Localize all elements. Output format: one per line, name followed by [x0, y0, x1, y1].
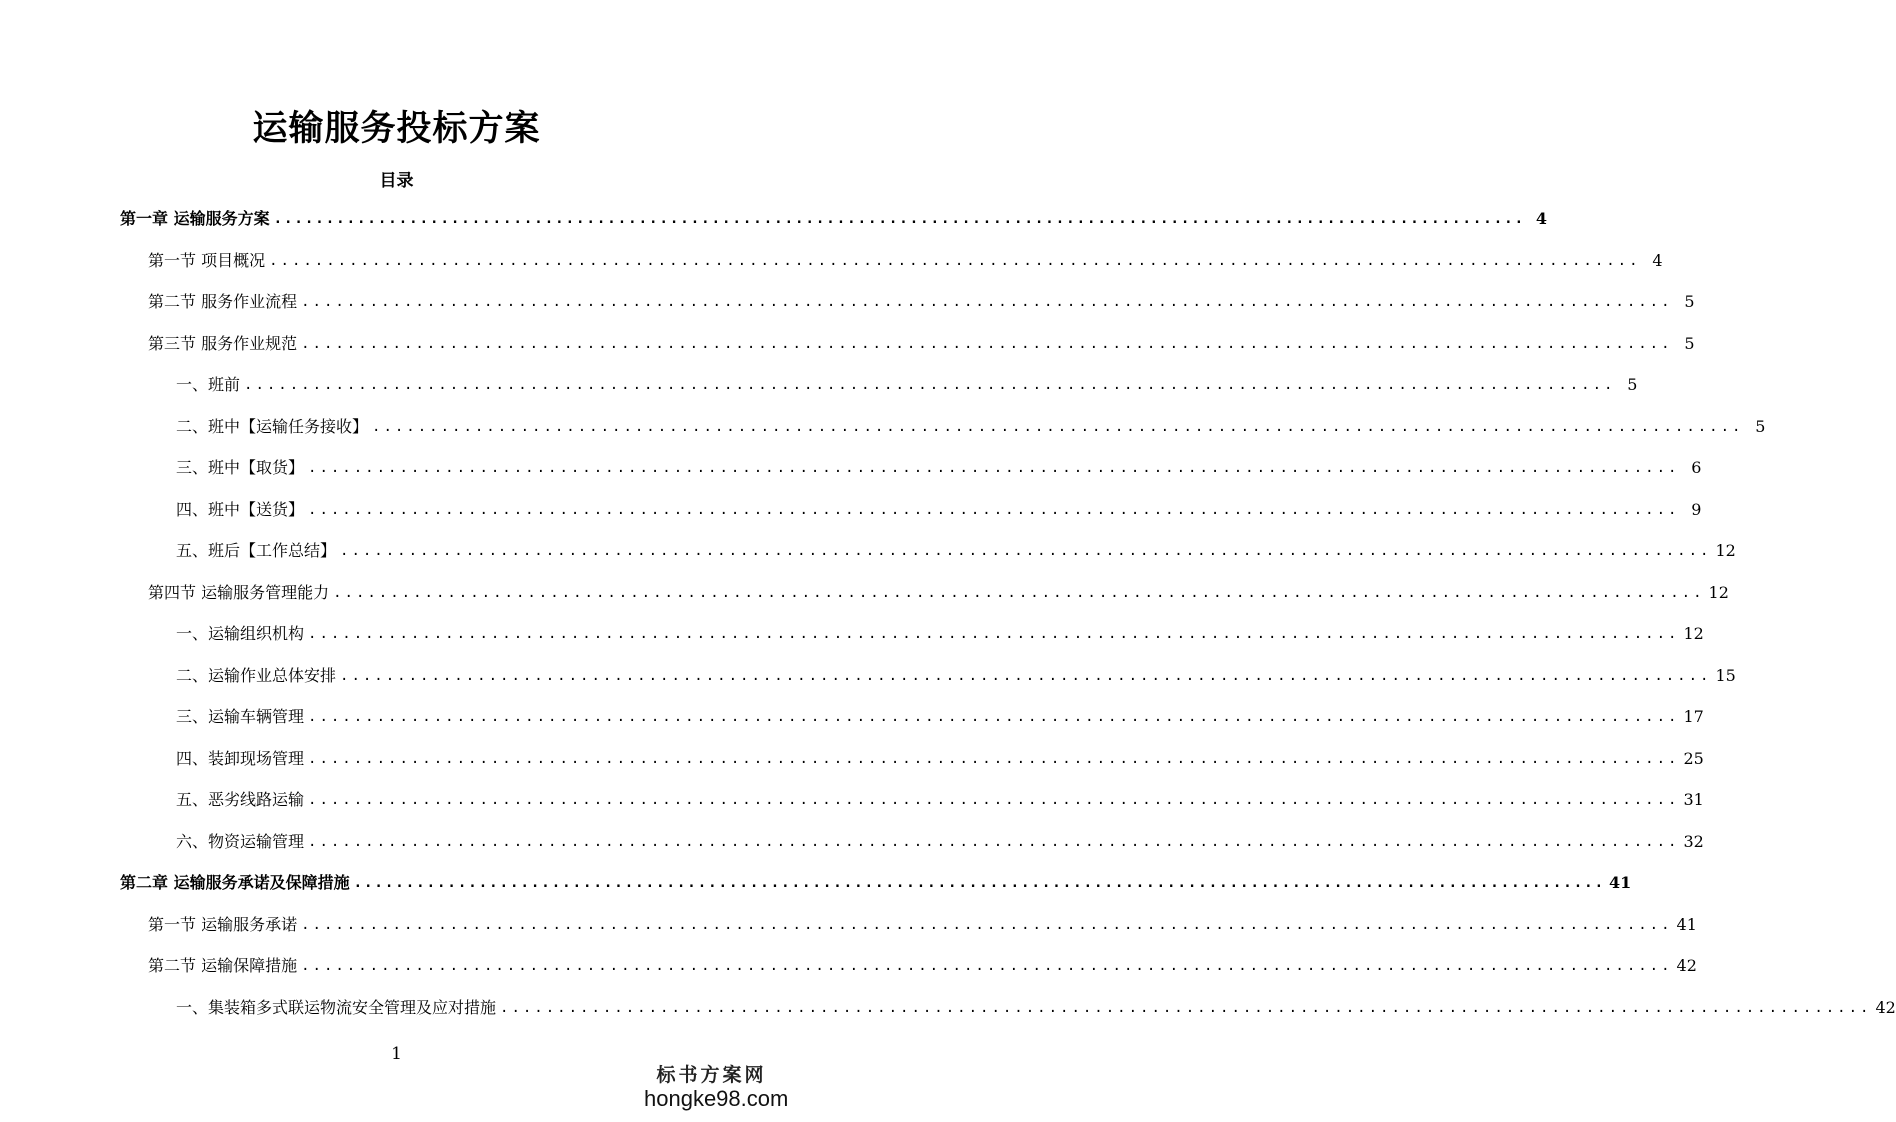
toc-leader-dots: ........................................................................................................................ — [301, 916, 1673, 933]
toc-entry-label: 第二章 运输服务承诺及保障措施 — [120, 873, 350, 892]
toc-entry-page: 12 — [1683, 624, 1704, 643]
toc-entry-page: 12 — [1708, 582, 1729, 602]
toc-entry-page: 5 — [1755, 416, 1766, 436]
toc-leader-dots: ........................................................................................................................ — [308, 709, 1680, 725]
toc-entry[interactable] — [148, 246, 1663, 276]
toc-entry-page: 4 — [1535, 209, 1548, 228]
toc-entry-page: 32 — [1683, 831, 1704, 851]
toc-entry[interactable] — [176, 412, 1766, 442]
toc-entry-page: 42 — [1875, 997, 1896, 1017]
watermark-name: 标书方案网 — [656, 1064, 767, 1086]
toc-entry-page: 6 — [1691, 458, 1702, 477]
toc-entry-label: 五、班后【工作总结】 — [176, 541, 337, 560]
toc-entry-page: 17 — [1683, 707, 1704, 726]
toc-entry-label: 六、物资运输管理 — [176, 831, 305, 851]
toc-entry[interactable] — [176, 536, 1736, 566]
toc-entry-label: 第二节 服务作业流程 — [148, 292, 298, 311]
toc-entry[interactable] — [148, 287, 1695, 317]
toc-heading: 目录 — [379, 171, 414, 191]
toc-leader-dots: ........................................................................................................................ — [273, 211, 1526, 227]
toc-entry[interactable] — [176, 744, 1704, 774]
toc-leader-dots: ........................................................................................................................ — [244, 377, 1616, 393]
toc-entry[interactable] — [148, 329, 1695, 359]
toc-leader-dots: ........................................................................................................................ — [269, 252, 1641, 269]
toc-entry[interactable] — [148, 578, 1729, 608]
toc-leader-dots: ........................................................................................................................ — [308, 792, 1680, 808]
toc-entry-page: 41 — [1609, 873, 1632, 892]
toc-leader-dots: ........................................................................................................................ — [500, 999, 1872, 1016]
document-title: 运输服务投标方案 — [252, 108, 541, 149]
toc-entry[interactable] — [176, 785, 1704, 815]
toc-entry-label: 第一章 运输服务方案 — [120, 209, 270, 228]
toc-entry-label: 五、恶劣线路运输 — [176, 790, 305, 809]
toc-entry-page: 25 — [1683, 748, 1704, 768]
toc-entry-label: 一、班前 — [176, 375, 241, 394]
toc-entry[interactable] — [148, 951, 1697, 981]
watermark-url: hongke98.com — [644, 1086, 789, 1111]
toc-entry-label: 一、集装箱多式联运物流安全管理及应对措施 — [176, 997, 497, 1017]
toc-entry-page: 12 — [1715, 541, 1736, 560]
toc-entry[interactable] — [148, 910, 1697, 940]
toc-entry[interactable] — [176, 619, 1704, 649]
toc-entry-label: 二、运输作业总体安排 — [176, 665, 337, 685]
toc-entry-label: 第一节 项目概况 — [148, 250, 266, 270]
toc-entry[interactable] — [120, 204, 1548, 234]
toc-entry-page: 31 — [1683, 790, 1704, 809]
toc-entry-page: 4 — [1652, 250, 1663, 270]
toc-leader-dots: ........................................................................................................................ — [353, 875, 1606, 891]
toc-entry-page: 41 — [1676, 914, 1697, 934]
toc-entry[interactable] — [176, 993, 1896, 1023]
toc-entry[interactable] — [176, 495, 1702, 525]
toc-entry-label: 二、班中【运输任务接收】 — [176, 416, 369, 436]
toc-entry-page: 9 — [1691, 499, 1702, 519]
toc-entry-page: 5 — [1627, 375, 1638, 394]
toc-entry-label: 三、班中【取货】 — [176, 458, 305, 477]
toc-entry-page: 15 — [1715, 665, 1736, 685]
toc-entry[interactable] — [176, 370, 1638, 400]
page-number: 1 — [391, 1044, 402, 1064]
toc-leader-dots: ........................................................................................................................ — [301, 335, 1673, 352]
toc-leader-dots: ........................................................................................................................ — [308, 501, 1680, 518]
toc-entry-label: 一、运输组织机构 — [176, 624, 305, 643]
toc-leader-dots: ........................................................................................................................ — [340, 667, 1712, 684]
toc-entry[interactable] — [176, 702, 1704, 732]
toc-leader-dots: ........................................................................................................................ — [308, 750, 1680, 767]
toc-entry-label: 三、运输车辆管理 — [176, 707, 305, 726]
toc-entry[interactable] — [176, 453, 1702, 483]
toc-entry-page: 5 — [1684, 333, 1695, 353]
toc-entry-label: 四、装卸现场管理 — [176, 748, 305, 768]
toc-leader-dots: ........................................................................................................................ — [308, 833, 1680, 850]
toc-entry-label: 四、班中【送货】 — [176, 499, 305, 519]
toc-leader-dots: ........................................................................................................................ — [340, 543, 1712, 559]
toc-entry-page: 5 — [1684, 292, 1695, 311]
toc-entry-label: 第一节 运输服务承诺 — [148, 914, 298, 934]
toc-entry-page: 42 — [1676, 956, 1697, 975]
toc-leader-dots: ........................................................................................................................ — [301, 958, 1673, 974]
watermark-logo — [644, 1064, 789, 1112]
toc-leader-dots: ........................................................................................................................ — [372, 418, 1744, 435]
toc-leader-dots: ........................................................................................................................ — [301, 294, 1673, 310]
toc-entry[interactable] — [176, 827, 1704, 857]
toc-leader-dots: ........................................................................................................................ — [308, 460, 1680, 476]
toc-entry[interactable] — [176, 661, 1736, 691]
toc-entry-label: 第四节 运输服务管理能力 — [148, 582, 330, 602]
toc-entry[interactable] — [120, 868, 1632, 898]
toc-entry-label: 第二节 运输保障措施 — [148, 956, 298, 975]
toc-leader-dots: ........................................................................................................................ — [333, 584, 1705, 601]
toc-entry-label: 第三节 服务作业规范 — [148, 333, 298, 353]
toc-leader-dots: ........................................................................................................................ — [308, 626, 1680, 642]
